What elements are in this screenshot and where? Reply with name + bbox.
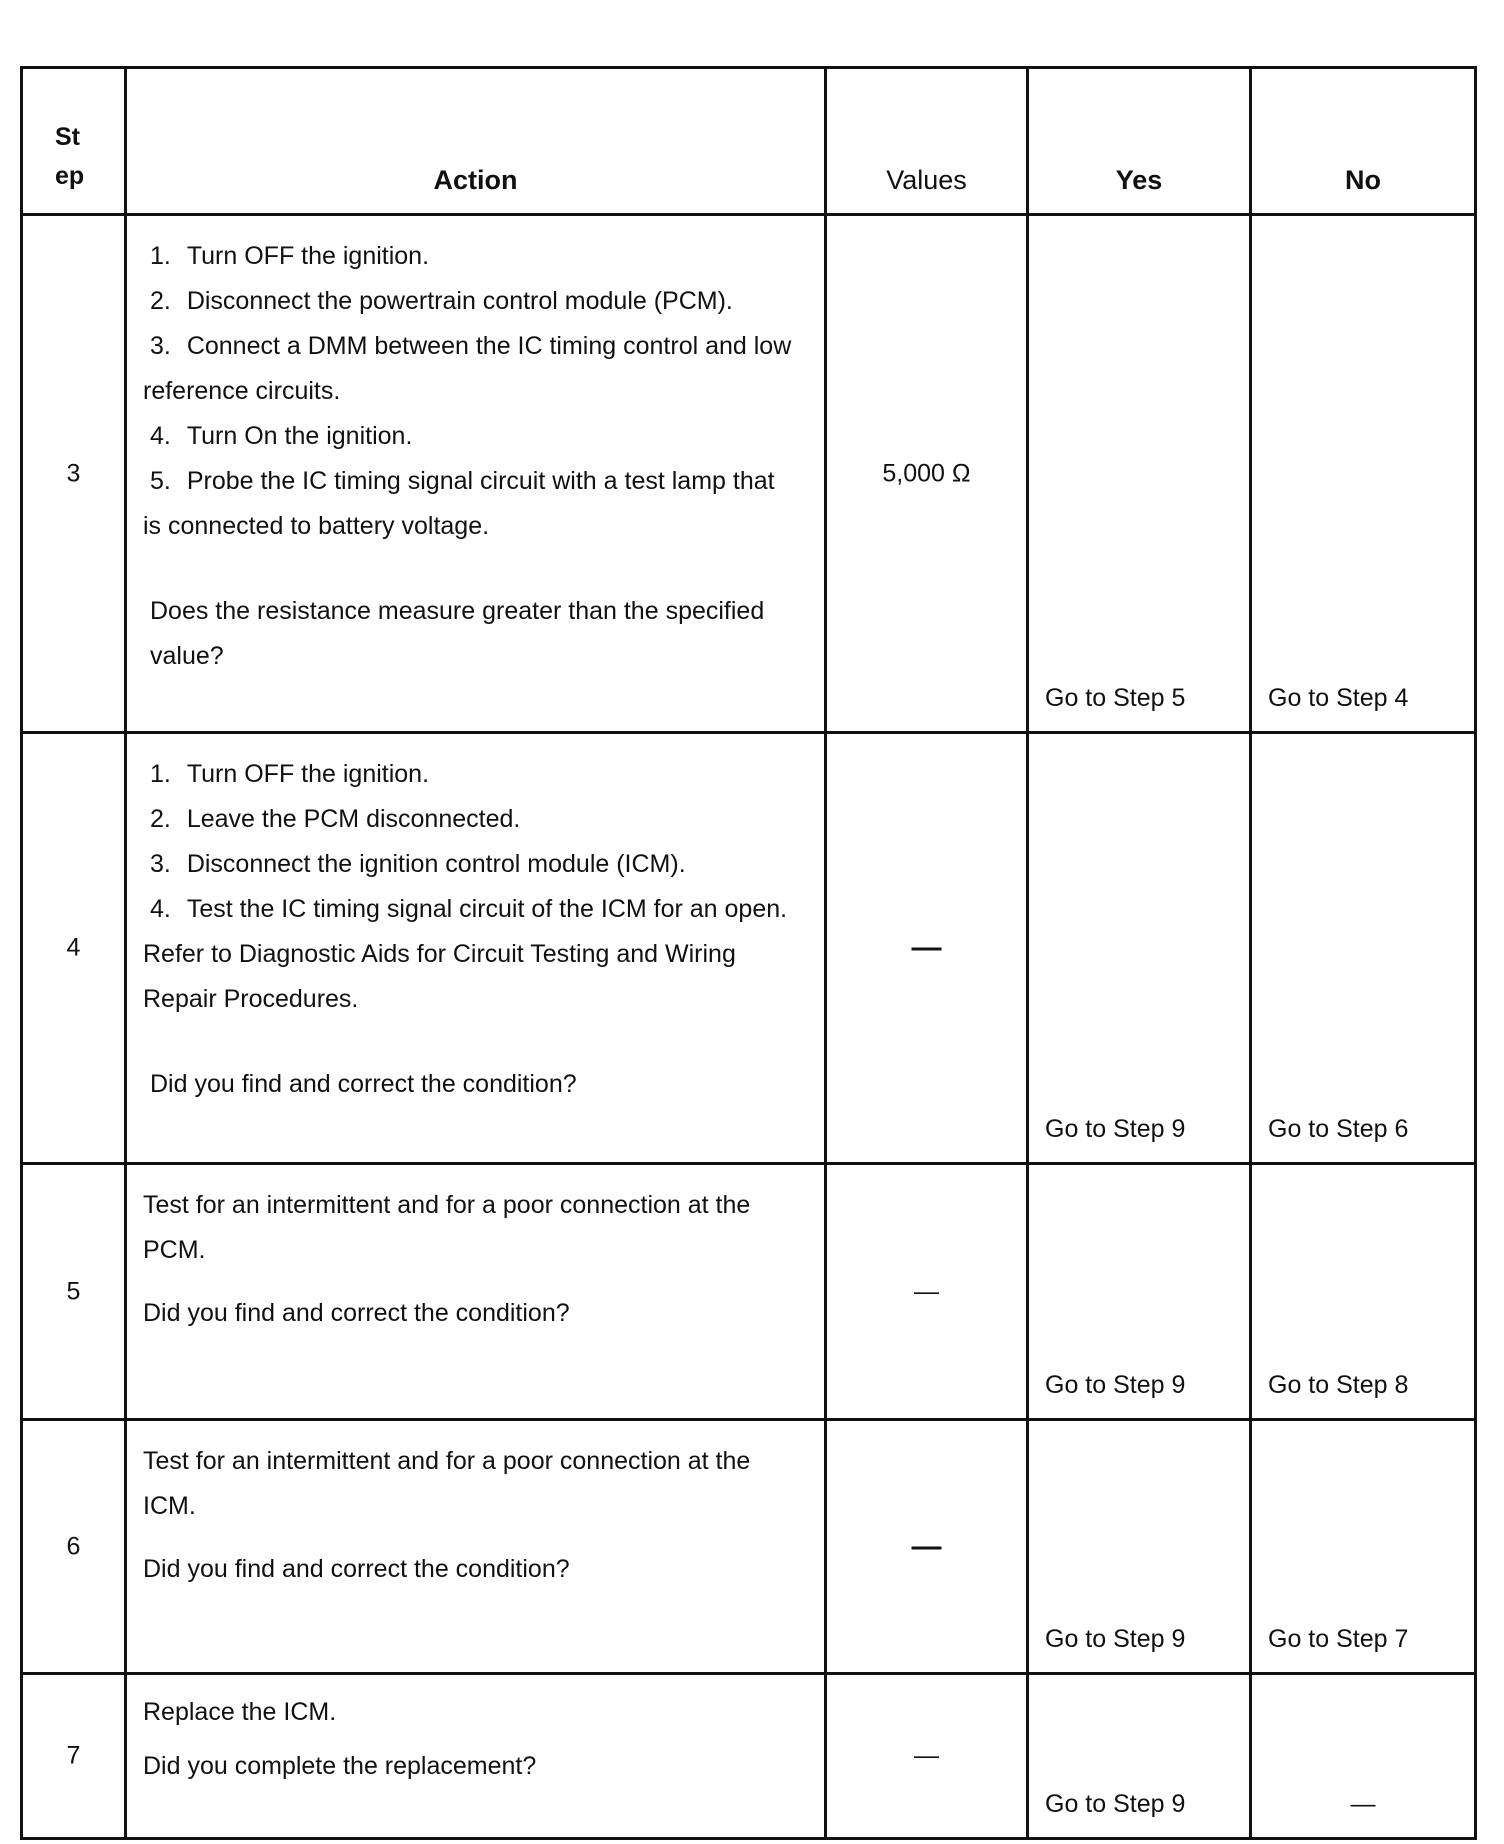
step-cell	[22, 1164, 126, 1420]
yes-cell	[1028, 215, 1251, 733]
no-cell	[1251, 733, 1476, 1164]
action-cell	[126, 733, 826, 1164]
yes-text: Go to Step 9	[1045, 1790, 1186, 1818]
no-cell	[1251, 215, 1476, 733]
yes-cell	[1028, 1420, 1251, 1674]
step-number: 5	[66, 1277, 81, 1305]
header-action: Action	[126, 68, 826, 215]
step-number: 3	[66, 459, 81, 487]
no-cell	[1251, 1164, 1476, 1420]
values-cell	[826, 1420, 1028, 1674]
header-step-line1: St	[55, 123, 80, 151]
yes-cell	[1028, 1164, 1251, 1420]
action-item: 4. Test the IC timing signal circuit of the ICM for an open. Refer to Diagnostic Aids for Circuit Testing and Wiring Repair Procedures.	[143, 895, 788, 1013]
no-cell	[1251, 1674, 1476, 1839]
action-item: 3. Connect a DMM between the IC timing control and low reference circuits.	[143, 332, 792, 405]
action-cell	[126, 1420, 826, 1674]
no-text: Go to Step 7	[1268, 1625, 1409, 1653]
step-number: 6	[66, 1532, 81, 1560]
action-cell	[126, 1674, 826, 1839]
step-number: 4	[66, 933, 81, 962]
action-cell	[126, 215, 826, 733]
table-row	[22, 1674, 1476, 1839]
table-row	[22, 733, 1476, 1164]
action-item: 2. Leave the PCM disconnected.	[149, 805, 521, 833]
action-item: 2. Disconnect the powertrain control module (PCM).	[149, 287, 733, 315]
yes-text: Go to Step 9	[1045, 1371, 1186, 1399]
action-item: 4. Turn On the ignition.	[149, 422, 413, 450]
action-item: 1. Turn OFF the ignition.	[149, 760, 430, 788]
step-cell	[22, 1420, 126, 1674]
action-text: Test for an intermittent and for a poor connection at the ICM.	[143, 1447, 751, 1520]
header-no: No	[1251, 68, 1476, 215]
table-row	[22, 215, 1476, 733]
table-row	[22, 1164, 1476, 1420]
value-text: —	[914, 1741, 939, 1770]
header-values: Values	[826, 68, 1028, 215]
yes-text: Go to Step 9	[1045, 1625, 1186, 1653]
table-row	[22, 1420, 1476, 1674]
values-cell	[826, 1164, 1028, 1420]
header-step-line2: ep	[55, 162, 85, 190]
step-cell	[22, 1674, 126, 1839]
action-item: 3. Disconnect the ignition control module (ICM).	[149, 850, 686, 878]
values-cell	[826, 1674, 1028, 1839]
no-text: Go to Step 6	[1268, 1115, 1409, 1143]
header-step	[22, 68, 126, 215]
header-yes: Yes	[1028, 68, 1251, 215]
step-number: 7	[66, 1741, 81, 1770]
value-text: —	[911, 1529, 942, 1563]
action-item: 5. Probe the IC timing signal circuit with a test lamp that is connected to battery voltage.	[143, 467, 775, 540]
value-text: —	[911, 931, 942, 964]
action-question: Did you find and correct the condition?	[150, 1070, 577, 1098]
yes-text: Go to Step 9	[1045, 1115, 1186, 1143]
step-cell	[22, 215, 126, 733]
values-cell	[826, 733, 1028, 1164]
diagnostic-table	[20, 66, 1477, 1840]
action-question: Did you find and correct the condition?	[143, 1555, 570, 1583]
values-cell	[826, 215, 1028, 733]
yes-cell	[1028, 1674, 1251, 1839]
value-text: —	[914, 1277, 939, 1305]
header-row	[22, 68, 1476, 215]
action-cell	[126, 1164, 826, 1420]
no-text: Go to Step 8	[1268, 1371, 1409, 1399]
action-text: Test for an intermittent and for a poor connection at the PCM.	[143, 1191, 751, 1264]
action-question: Does the resistance measure greater than the specified value?	[150, 597, 765, 670]
step-cell	[22, 733, 126, 1164]
action-text: Replace the ICM.	[143, 1698, 337, 1726]
yes-text: Go to Step 5	[1045, 684, 1186, 712]
value-text: 5,000 Ω	[882, 459, 971, 487]
no-cell	[1251, 1420, 1476, 1674]
action-question: Did you complete the replacement?	[143, 1752, 537, 1780]
yes-cell	[1028, 733, 1251, 1164]
no-text: —	[1350, 1790, 1376, 1818]
no-text: Go to Step 4	[1268, 684, 1409, 712]
action-question: Did you find and correct the condition?	[143, 1299, 570, 1327]
action-item: 1. Turn OFF the ignition.	[149, 242, 430, 270]
